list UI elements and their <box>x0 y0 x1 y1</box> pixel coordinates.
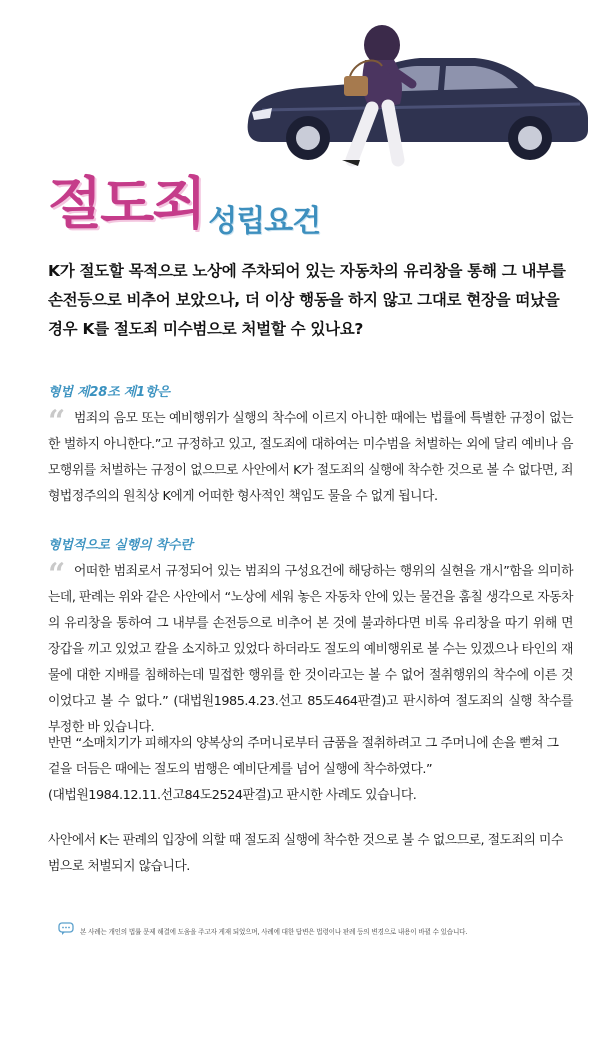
title-main: 절도죄 <box>48 172 205 237</box>
section2-heading: 형법적으로 실행의 착수란 <box>48 538 193 553</box>
car-thief-illustration <box>0 0 600 175</box>
section1-body: 범죄의 음모 또는 예비행위가 실행의 착수에 이르지 아니한 때에는 법률에 특별한 규정이 없는 한 벌하지 아니한다.”고 규정하고 있고, 절도죄에 대하여는 미수범을 처벌하는 외에 달리 예비나 음모행위를 처벌하는 규정이 없으므로 사안에서 K가 절도죄의 실행에 착수한 것으로 볼 수 없다면, 죄형법정주의의 원칙상 K에게 어떠한 형사적인 책임도 물을 수 없게 됩니다. <box>48 411 573 504</box>
speech-bubble-icon <box>58 922 74 936</box>
section2-body: 어떠한 범죄로서 규정되어 있는 범죄의 구성요건에 해당하는 행위의 실현을 개시”함을 의미하는데, 판례는 위와 같은 사안에서 “노상에 세워 놓은 자동차 안에 있는 물건을 훔칠 생각으로 자동차의 유리창을 통하여 그 내부를 손전등으로 비추어 본 것에 불과하다면 비록 유리창을 따기 위해 면장갑을 끼고 있었고 칼을 소지하고 있었다 하더라도 절도의 예비행위로 볼 수는 있겠으나 타인의 재물에 대한 지배를 침해하는데 밀접한 행위를 한 것이라고는 볼 수 없어 절취행위의 착수에 이른 것이었다고 볼 수 없다.” (대법원1985.4.23.선고 85도464판결)고 판시하여 절도죄의 실행 착수를 부정한 바 있습니다. <box>48 564 574 735</box>
paragraph-3-line2: (대법원1984.12.11.선고84도2524판결)고 판시한 사례도 있습니다. <box>48 788 417 803</box>
section1-heading: 형법 제28조 제1항은 <box>48 385 170 400</box>
footnote-text: 본 사례는 개인의 법률 문제 해결에 도움을 주고자 게재 되었으며, 사례에 대한 답변은 법령이나 판례 등의 변경으로 내용이 바뀔 수 있습니다. <box>80 928 468 936</box>
paragraph-3 <box>48 731 573 809</box>
paragraph-4: 사안에서 K는 판례의 입장에 의할 때 절도죄 실행에 착수한 것으로 볼 수 없으므로, 절도죄의 미수범으로 처벌되지 않습니다. <box>48 833 563 874</box>
quote-mark-icon: “ <box>48 557 65 592</box>
paragraph-3-line1: 반면 “소매치기가 피해자의 양복상의 주머니로부터 금품을 절취하려고 그 주머니에 손을 뻗쳐 그 겉을 더듬은 때에는 절도의 범행은 예비단계를 넘어 실행에 착수하였다.” <box>48 736 559 777</box>
section2-quote <box>48 559 573 741</box>
question-text: K가 절도할 목적으로 노상에 주차되어 있는 자동차의 유리창을 통해 그 내부를 손전등으로 비추어 보았으나, 더 이상 행동을 하지 않고 그대로 현장을 떠났을 경우 K를 절도죄 미수범으로 처벌할 수 있나요? <box>48 262 566 338</box>
title-sub: 성립요건 <box>208 204 321 239</box>
section1-quote <box>48 406 573 510</box>
quote-mark-icon: “ <box>48 404 65 439</box>
page-title <box>48 160 320 240</box>
